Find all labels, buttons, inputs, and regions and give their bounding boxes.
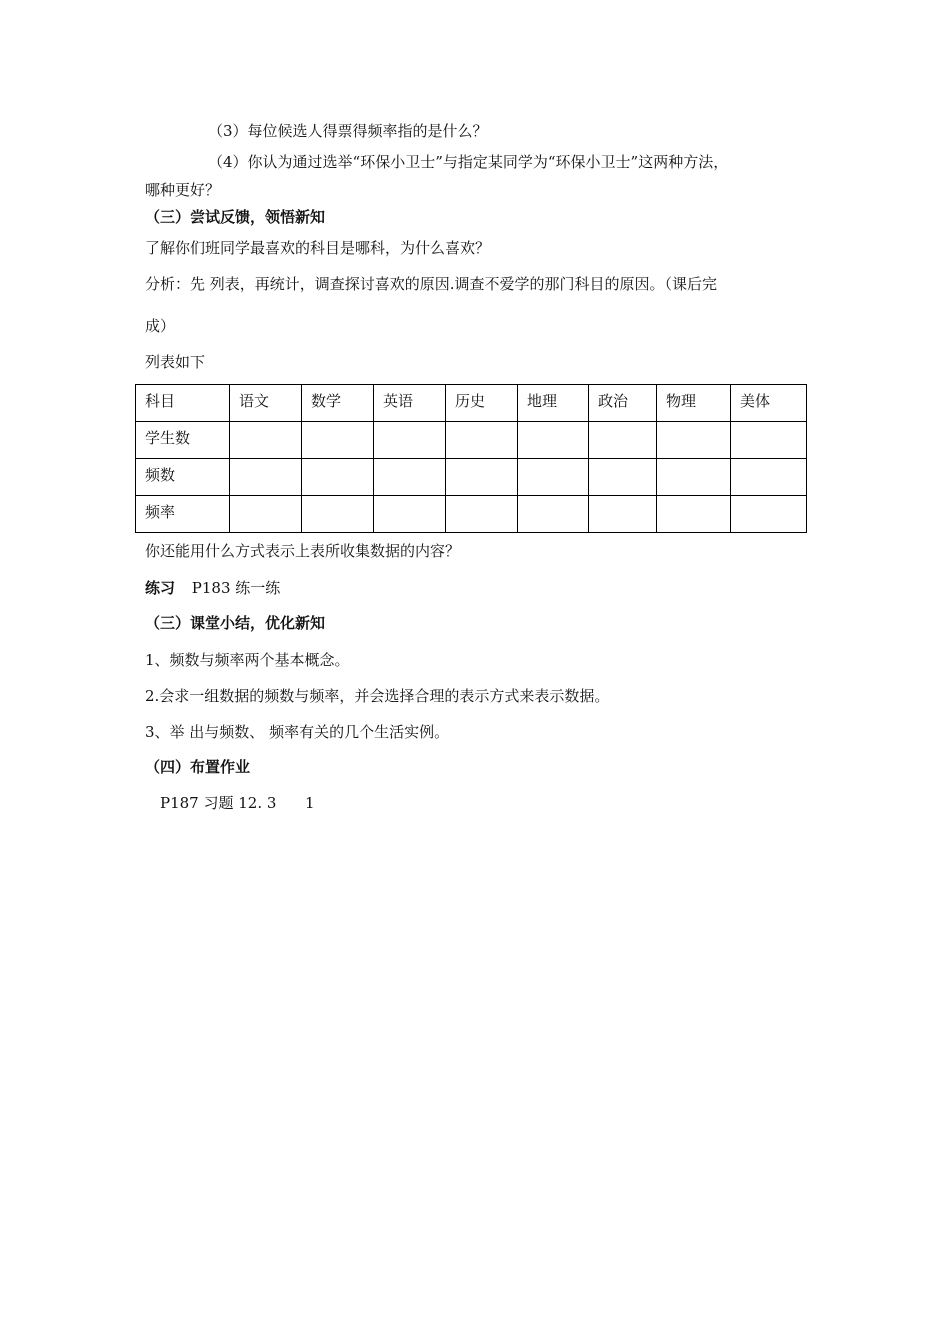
table-header-cell: 政治 [589,385,657,422]
summary-item-3: 3、举 出与频数、 频率有关的几个生活实例。 [145,723,450,741]
table-cell [302,422,374,459]
homework-text: P187 习题 12. 3 1 [160,794,315,812]
practice-reference: P183 练一练 [191,579,281,597]
homework-title: （四）布置作业 [145,758,251,776]
summary-item-1: 1、频数与频率两个基本概念。 [145,651,350,669]
table-row-label: 频率 [136,496,230,533]
table-cell [589,459,657,496]
table-cell [374,496,446,533]
summary-title: （三）课堂小结，优化新知 [145,614,326,632]
table-cell [518,459,589,496]
table-cell [657,422,731,459]
table-header-cell: 语文 [230,385,302,422]
question-3: （3）每位候选人得票得频率指的是什么？ [208,122,488,140]
table-row [136,422,807,459]
table-header-cell: 科目 [136,385,230,422]
table-row-label: 频数 [136,459,230,496]
table-header-cell: 美体 [731,385,807,422]
table-header-cell: 历史 [446,385,518,422]
table-header-cell: 英语 [374,385,446,422]
subject-frequency-table [135,384,807,533]
analysis-line1: 分析：先 列表，再统计，调查探讨喜欢的原因.调查不爱学的那门科目的原因。（课后完 [145,275,718,293]
table-cell [446,422,518,459]
table-header-cell: 数学 [302,385,374,422]
table-header-cell: 地理 [518,385,589,422]
table-cell [518,496,589,533]
table-row [136,496,807,533]
table-cell [657,496,731,533]
summary-item-2: 2.会求一组数据的频数与频率，并会选择合理的表示方式来表示数据。 [145,687,610,705]
table-row-label: 学生数 [136,422,230,459]
table-header-row [136,385,807,422]
table-cell [230,459,302,496]
table-cell [374,422,446,459]
table-cell [657,459,731,496]
table-cell [518,422,589,459]
table-cell [446,496,518,533]
table-cell [302,496,374,533]
after-table-question: 你还能用什么方式表示上表所收集数据的内容？ [145,542,461,560]
analysis-line2: 成） [145,317,176,335]
table-cell [230,422,302,459]
table-header-cell: 物理 [657,385,731,422]
table-row [136,459,807,496]
table-cell [731,496,807,533]
table-cell [446,459,518,496]
table-cell [589,496,657,533]
practice-line [145,578,280,598]
table-cell [589,422,657,459]
question-4-line2: 哪种更好？ [145,181,221,199]
practice-label: 练习 [145,579,176,597]
table-cell [731,459,807,496]
task-text: 了解你们班同学最喜欢的科目是哪科，为什么喜欢？ [145,239,491,257]
table-cell [374,459,446,496]
table-cell [731,422,807,459]
table-cell [230,496,302,533]
list-intro: 列表如下 [145,353,206,371]
question-4-line1: （4）你认为通过选举“环保小卫士”与指定某同学为“环保小卫士”这两种方法， [208,153,729,171]
table-cell [302,459,374,496]
section-3-title: （三）尝试反馈，领悟新知 [145,208,326,226]
